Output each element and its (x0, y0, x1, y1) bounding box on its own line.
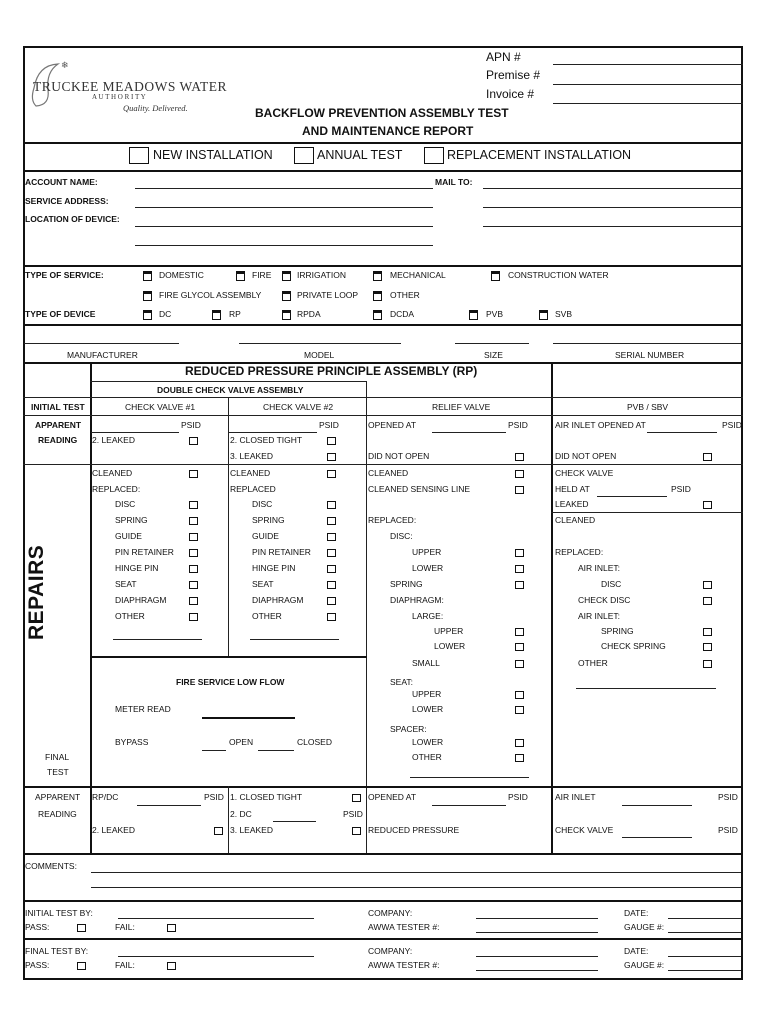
initial-test-by-field[interactable] (118, 918, 314, 919)
apn-field[interactable] (553, 64, 743, 65)
final-company-label: COMPANY: (368, 946, 413, 956)
initial-date-field[interactable] (668, 918, 741, 919)
org-subname: A U T H O R I T Y (92, 93, 146, 101)
location-field[interactable] (135, 226, 433, 227)
pvb-did-not-open-label: DID NOT OPEN (555, 451, 617, 461)
grid-line (23, 397, 743, 398)
relief-disc-lower-checkbox[interactable] (515, 565, 524, 573)
relief-large-label: LARGE: (412, 611, 444, 621)
cv2-leaked-checkbox[interactable] (327, 453, 336, 461)
relief-psid-label: PSID (508, 420, 528, 430)
relief-large-upper-label: UPPER (434, 626, 464, 636)
initial-gauge-label: GAUGE #: (624, 922, 665, 932)
final-closed-tight-checkbox[interactable] (352, 794, 361, 802)
size-field[interactable] (455, 343, 529, 344)
grid-line (228, 786, 229, 853)
final-opened-at-label: OPENED AT (368, 792, 417, 802)
cv1-disc-label: DISC (115, 499, 136, 509)
mail-to-field-1[interactable] (483, 188, 741, 189)
pvb-sbv-header: PVB / SBV (627, 402, 669, 412)
cv2-hinge-pin-label: HINGE PIN (252, 563, 296, 573)
relief-seat-lower-checkbox[interactable] (515, 706, 524, 714)
initial-test-by-label: INITIAL TEST BY: (25, 908, 93, 918)
initial-test-label: INITIAL TEST (31, 402, 85, 412)
cv1-leaked-checkbox[interactable] (189, 437, 198, 445)
replacement-installation-label: REPLACEMENT INSTALLATION (447, 148, 632, 162)
pvb-check-spring-checkbox[interactable] (703, 643, 712, 651)
final-test-label: TEST (47, 767, 69, 777)
final-pass-checkbox[interactable] (77, 962, 86, 970)
cv1-leaked-label: 2. LEAKED (92, 435, 135, 445)
model-label: MODEL (304, 350, 335, 360)
annual-test-label: ANNUAL TEST (317, 148, 403, 162)
bypass-open-field[interactable] (202, 750, 226, 751)
dc-label: DC (159, 309, 172, 319)
svb-checkbox[interactable] (539, 310, 548, 320)
service-address-field[interactable] (135, 207, 433, 208)
cv2-guide-checkbox[interactable] (327, 533, 336, 541)
pvb-did-not-open-checkbox[interactable] (703, 453, 712, 461)
final-air-inlet-label: AIR INLET (555, 792, 596, 802)
pvb-air-inlet-label: AIR INLET: (578, 563, 621, 573)
reading-label: READING (38, 435, 78, 445)
cv2-other-checkbox[interactable] (327, 613, 336, 621)
air-inlet-opened-at-label: AIR INLET OPENED AT (555, 420, 646, 430)
initial-fail-checkbox[interactable] (167, 924, 176, 932)
rpda-label: RPDA (297, 309, 321, 319)
final-closed-tight-label: 1. CLOSED TIGHT (230, 792, 303, 802)
org-tagline: Quality. Delivered. (123, 103, 188, 113)
cv2-pin-retainer-label: PIN RETAINER (252, 547, 311, 557)
relief-disc-upper-label: UPPER (412, 547, 442, 557)
relief-diaphragm-label: DIAPHRAGM: (390, 595, 444, 605)
meter-read-field[interactable] (202, 717, 295, 719)
serial-field[interactable] (553, 343, 741, 344)
pvb-spring-checkbox[interactable] (703, 628, 712, 636)
cv1-header: CHECK VALVE #1 (125, 402, 196, 412)
construction-water-checkbox[interactable] (491, 271, 500, 281)
manufacturer-field[interactable] (24, 343, 179, 344)
relief-opened-at-field[interactable] (432, 432, 506, 433)
cv1-spring-checkbox[interactable] (189, 517, 198, 525)
org-name: TRUCKEE MEADOWS WATER (33, 79, 227, 94)
relief-other-checkbox[interactable] (515, 754, 524, 762)
relief-spacer-label: SPACER: (390, 724, 427, 734)
final-dc-psid-label: PSID (343, 809, 363, 819)
pvb-disc-label: DISC (601, 579, 622, 589)
final-awwa-field[interactable] (476, 970, 598, 971)
pvb-cleaned-label: CLEANED (555, 515, 596, 525)
relief-spring-checkbox[interactable] (515, 581, 524, 589)
final-rp-dc-psid-label: PSID (204, 792, 224, 802)
cv2-spring-label: SPRING (252, 515, 285, 525)
relief-other-field[interactable] (410, 777, 529, 778)
cv2-cleaned-label: CLEANED (230, 468, 271, 478)
final-dc-field[interactable] (273, 821, 316, 822)
final-cv1-leaked-checkbox[interactable] (214, 827, 223, 835)
invoice-label: Invoice # (486, 87, 535, 101)
relief-seat-lower-label: LOWER (412, 704, 444, 714)
relief-replaced-label: REPLACED: (368, 515, 417, 525)
grid-line (551, 512, 743, 513)
pvb-held-at-label: HELD AT (555, 484, 590, 494)
apparent-label: APPARENT (35, 420, 82, 430)
initial-pass-label: PASS: (25, 922, 50, 932)
cv2-other-field[interactable] (250, 639, 339, 640)
cv1-disc-checkbox[interactable] (189, 501, 198, 509)
cv1-psid-field[interactable] (91, 432, 179, 433)
cv2-hinge-pin-checkbox[interactable] (327, 565, 336, 573)
grid-line (228, 397, 229, 656)
pvb-other-label: OTHER (578, 658, 608, 668)
cv2-diaphragm-label: DIAPHRAGM (252, 595, 304, 605)
fire-checkbox[interactable] (236, 271, 245, 281)
cv2-disc-checkbox[interactable] (327, 501, 336, 509)
form-title: BACKFLOW PREVENTION ASSEMBLY TEST (255, 106, 509, 120)
pvb-leaked-checkbox[interactable] (703, 501, 712, 509)
comments-label: COMMENTS: (25, 861, 77, 871)
new-installation-checkbox[interactable] (129, 147, 149, 164)
irrigation-label: IRRIGATION (297, 270, 346, 280)
cv1-other-field[interactable] (113, 639, 202, 640)
cv2-cleaned-checkbox[interactable] (327, 470, 336, 478)
account-name-label: ACCOUNT NAME: (25, 177, 98, 187)
cleaned-sensing-line-checkbox[interactable] (515, 486, 524, 494)
relief-seat-upper-checkbox[interactable] (515, 691, 524, 699)
final-check-valve-label: CHECK VALVE (555, 825, 614, 835)
final-gauge-label: GAUGE #: (624, 960, 665, 970)
form-subtitle: AND MAINTENANCE REPORT (302, 124, 474, 138)
cv1-hinge-pin-checkbox[interactable] (189, 565, 198, 573)
final-pass-label: PASS: (25, 960, 50, 970)
repairs-label: REPAIRS (25, 544, 48, 640)
cv2-other-label: OTHER (252, 611, 282, 621)
pvb-disc-checkbox[interactable] (703, 581, 712, 589)
final-cv2-leaked-checkbox[interactable] (352, 827, 361, 835)
final-cv2-leaked-label: 3. LEAKED (230, 825, 273, 835)
divider (23, 786, 743, 788)
pvb-other-field[interactable] (576, 688, 716, 689)
service-address-label: SERVICE ADDRESS: (25, 196, 109, 206)
cv2-spring-checkbox[interactable] (327, 517, 336, 525)
account-name-field[interactable] (135, 188, 433, 189)
domestic-checkbox[interactable] (143, 271, 152, 281)
pvb-check-disc-label: CHECK DISC (578, 595, 631, 605)
dc-title: DOUBLE CHECK VALVE ASSEMBLY (157, 385, 304, 395)
final-rp-dc-field[interactable] (137, 805, 201, 806)
relief-opened-at-label: OPENED AT (368, 420, 417, 430)
location-field-2[interactable] (135, 245, 433, 246)
divider (23, 853, 743, 855)
cv1-diaphragm-label: DIAPHRAGM (115, 595, 167, 605)
svb-label: SVB (555, 309, 573, 319)
relief-valve-header: RELIEF VALVE (432, 402, 491, 412)
cv2-disc-label: DISC (252, 499, 273, 509)
final-company-field[interactable] (476, 956, 598, 957)
grid-line (551, 362, 553, 853)
grid-line (366, 381, 367, 853)
private-loop-label: PRIVATE LOOP (297, 290, 359, 300)
final-test-by-field[interactable] (118, 956, 314, 957)
bypass-label: BYPASS (115, 737, 149, 747)
cv2-leaked-label: 3. LEAKED (230, 451, 273, 461)
cv1-replaced-label: REPLACED: (92, 484, 141, 494)
rp-checkbox[interactable] (212, 310, 221, 320)
premise-field[interactable] (553, 84, 743, 85)
relief-cleaned-label: CLEANED (368, 468, 409, 478)
mail-to-field-3[interactable] (483, 226, 741, 227)
location-label: LOCATION OF DEVICE: (25, 214, 120, 224)
logo-snowflake-icon: ❄ (61, 60, 69, 70)
cv2-replaced-label: REPLACED (230, 484, 276, 494)
mail-to-label: MAIL TO: (435, 177, 473, 187)
cv1-other-label: OTHER (115, 611, 145, 621)
cv1-hinge-pin-label: HINGE PIN (115, 563, 159, 573)
apn-label: APN # (486, 50, 521, 64)
replacement-installation-checkbox[interactable] (424, 147, 444, 164)
final-fail-label: FAIL: (115, 960, 135, 970)
final-air-inlet-field[interactable] (622, 805, 692, 806)
private-loop-checkbox[interactable] (282, 291, 291, 301)
final-test-by-label: FINAL TEST BY: (25, 946, 89, 956)
mechanical-checkbox[interactable] (373, 271, 382, 281)
final-date-field[interactable] (668, 956, 741, 957)
size-label: SIZE (484, 350, 503, 360)
pvb-spring-label: SPRING (601, 626, 634, 636)
manufacturer-label: MANUFACTURER (67, 350, 138, 360)
pvb-check-disc-checkbox[interactable] (703, 597, 712, 605)
relief-seat-upper-label: UPPER (412, 689, 442, 699)
pvb-held-psid-label: PSID (671, 484, 691, 494)
comments-field-2[interactable] (91, 887, 741, 888)
final-label: FINAL (45, 752, 70, 762)
grid-line (23, 464, 743, 465)
pvb-check-valve-label: CHECK VALVE (555, 468, 614, 478)
annual-test-checkbox[interactable] (294, 147, 314, 164)
final-rp-dc-label: RP/DC (92, 792, 119, 802)
fire-low-flow-title: FIRE SERVICE LOW FLOW (176, 677, 285, 687)
divider (23, 938, 743, 940)
mail-to-field-2[interactable] (483, 207, 741, 208)
cv2-closed-tight-label: 2. CLOSED TIGHT (230, 435, 303, 445)
divider (23, 265, 743, 267)
dcda-label: DCDA (390, 309, 415, 319)
irrigation-checkbox[interactable] (282, 271, 291, 281)
cv2-diaphragm-checkbox[interactable] (327, 597, 336, 605)
pvb-checkbox[interactable] (469, 310, 478, 320)
initial-gauge-field[interactable] (668, 932, 741, 933)
premise-label: Premise # (486, 68, 541, 82)
dc-checkbox[interactable] (143, 310, 152, 320)
relief-did-not-open-checkbox[interactable] (515, 453, 524, 461)
initial-fail-label: FAIL: (115, 922, 135, 932)
pvb-leaked-label: LEAKED (555, 499, 589, 509)
final-awwa-label: AWWA TESTER #: (368, 960, 440, 970)
relief-large-lower-label: LOWER (434, 641, 466, 651)
meter-read-label: METER READ (115, 704, 171, 714)
air-inlet-psid-label: PSID (722, 420, 742, 430)
relief-spacer-lower-label: LOWER (412, 737, 444, 747)
relief-spacer-lower-checkbox[interactable] (515, 739, 524, 747)
model-field[interactable] (239, 343, 401, 344)
rp-title: REDUCED PRESSURE PRINCIPLE ASSEMBLY (RP) (185, 364, 478, 378)
final-apparent-label: APPARENT (35, 792, 81, 802)
closed-label: CLOSED (297, 737, 332, 747)
pvb-label: PVB (486, 309, 504, 319)
final-air-inlet-psid-label: PSID (718, 792, 738, 802)
divider (23, 324, 743, 326)
relief-cleaned-checkbox[interactable] (515, 470, 524, 478)
cv2-closed-tight-checkbox[interactable] (327, 437, 336, 445)
air-inlet-opened-at-field[interactable] (647, 432, 717, 433)
grid-line (23, 415, 743, 416)
mechanical-label: MECHANICAL (390, 270, 446, 280)
relief-disc-lower-label: LOWER (412, 563, 444, 573)
cv2-guide-label: GUIDE (252, 531, 279, 541)
relief-small-label: SMALL (412, 658, 440, 668)
cv1-seat-checkbox[interactable] (189, 581, 198, 589)
initial-company-field[interactable] (476, 918, 598, 919)
cv1-seat-label: SEAT (115, 579, 137, 589)
divider (23, 900, 743, 902)
other-service-label: OTHER (390, 290, 420, 300)
fire-glycol-checkbox[interactable] (143, 291, 152, 301)
grid-line (90, 381, 366, 382)
cleaned-sensing-line-label: CLEANED SENSING LINE (368, 484, 471, 494)
relief-disc-upper-checkbox[interactable] (515, 549, 524, 557)
final-dc-label: 2. DC (230, 809, 252, 819)
cv1-other-checkbox[interactable] (189, 613, 198, 621)
pvb-other-checkbox[interactable] (703, 660, 712, 668)
serial-label: SERIAL NUMBER (615, 350, 685, 360)
cv1-pin-retainer-label: PIN RETAINER (115, 547, 174, 557)
comments-field-1[interactable] (91, 872, 741, 873)
cv1-pin-retainer-checkbox[interactable] (189, 549, 198, 557)
final-opened-at-field[interactable] (432, 805, 506, 806)
form-frame (23, 46, 743, 980)
pvb-air-inlet-2-label: AIR INLET: (578, 611, 621, 621)
initial-pass-checkbox[interactable] (77, 924, 86, 932)
final-check-valve-field[interactable] (622, 837, 692, 838)
relief-disc-label: DISC: (390, 531, 413, 541)
cv1-psid-label: PSID (181, 420, 201, 430)
relief-large-lower-checkbox[interactable] (515, 643, 524, 651)
initial-awwa-label: AWWA TESTER #: (368, 922, 440, 932)
open-label: OPEN (229, 737, 254, 747)
invoice-field[interactable] (553, 103, 743, 104)
dcda-checkbox[interactable] (373, 310, 382, 320)
new-installation-label: NEW INSTALLATION (153, 148, 273, 162)
pvb-replaced-label: REPLACED: (555, 547, 604, 557)
domestic-label: DOMESTIC (159, 270, 204, 280)
construction-water-label: CONSTRUCTION WATER (508, 270, 609, 280)
relief-other-label: OTHER (412, 752, 442, 762)
fire-label: FIRE (252, 270, 272, 280)
pvb-check-spring-label: CHECK SPRING (601, 641, 666, 651)
other-service-checkbox[interactable] (373, 291, 382, 301)
final-fail-checkbox[interactable] (167, 962, 176, 970)
final-check-valve-psid-label: PSID (718, 825, 738, 835)
relief-small-checkbox[interactable] (515, 660, 524, 668)
divider (23, 142, 743, 144)
cv2-pin-retainer-checkbox[interactable] (327, 549, 336, 557)
cv2-seat-label: SEAT (252, 579, 274, 589)
bypass-closed-field[interactable] (258, 750, 294, 751)
divider (23, 170, 743, 172)
fire-glycol-label: FIRE GLYCOL ASSEMBLY (159, 290, 262, 300)
relief-spring-label: SPRING (390, 579, 423, 589)
cv1-cleaned-checkbox[interactable] (189, 470, 198, 478)
final-cv1-leaked-label: 2. LEAKED (92, 825, 135, 835)
final-date-label: DATE: (624, 946, 649, 956)
rp-label: RP (229, 309, 241, 319)
rpda-checkbox[interactable] (282, 310, 291, 320)
final-opened-psid-label: PSID (508, 792, 528, 802)
relief-large-upper-checkbox[interactable] (515, 628, 524, 636)
initial-awwa-field[interactable] (476, 932, 598, 933)
grid-line (90, 656, 367, 658)
cv1-diaphragm-checkbox[interactable] (189, 597, 198, 605)
type-of-device-label: TYPE OF DEVICE (25, 309, 96, 319)
initial-date-label: DATE: (624, 908, 649, 918)
relief-seat-label: SEAT: (390, 677, 413, 687)
cv1-cleaned-label: CLEANED (92, 468, 133, 478)
cv1-guide-label: GUIDE (115, 531, 142, 541)
cv2-psid-field[interactable] (229, 432, 317, 433)
final-reduced-pressure-label: REDUCED PRESSURE (368, 825, 460, 835)
cv2-psid-label: PSID (319, 420, 339, 430)
relief-did-not-open-label: DID NOT OPEN (368, 451, 430, 461)
pvb-held-at-field[interactable] (597, 496, 667, 497)
type-of-service-label: TYPE OF SERVICE: (25, 270, 104, 280)
final-gauge-field[interactable] (668, 970, 741, 971)
cv2-seat-checkbox[interactable] (327, 581, 336, 589)
cv2-header: CHECK VALVE #2 (263, 402, 334, 412)
cv1-spring-label: SPRING (115, 515, 148, 525)
cv1-guide-checkbox[interactable] (189, 533, 198, 541)
initial-company-label: COMPANY: (368, 908, 413, 918)
final-reading-label: READING (38, 809, 77, 819)
